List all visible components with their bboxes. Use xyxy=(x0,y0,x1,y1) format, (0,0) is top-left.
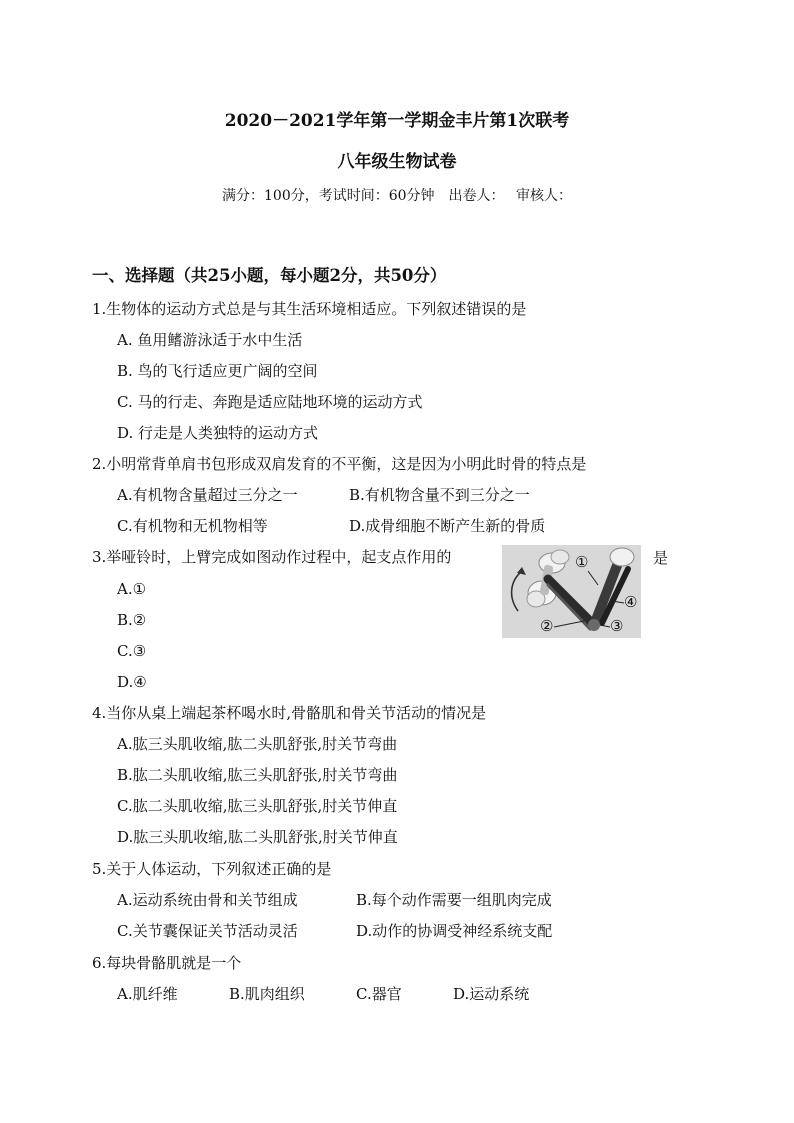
question-6-option-c: C.器官 xyxy=(356,985,402,1003)
question-6-option-a: A.肌纤维 xyxy=(117,985,178,1003)
question-6-stem: 6.每块骨骼肌就是一个 xyxy=(92,954,242,972)
question-4-option-d: D.肱三头肌收缩,肱二头肌舒张,肘关节伸直 xyxy=(117,828,398,846)
question-2-option-c: C.有机物和无机物相等 xyxy=(117,517,268,535)
question-1-option-a: A. 鱼用鳍游泳适于水中生活 xyxy=(117,331,303,349)
question-1-option-d: D. 行走是人类独特的运动方式 xyxy=(117,424,319,442)
question-3-stem: 3.举哑铃时，上臂完成如图动作过程中，起支点作用的 xyxy=(92,548,452,566)
arm-muscle-figure xyxy=(502,545,641,638)
question-5-option-d: D.动作的协调受神经系统支配 xyxy=(356,922,553,940)
question-2-option-a: A.有机物含量超过三分之一 xyxy=(117,486,298,504)
question-1-stem: 1.生物体的运动方式总是与其生活环境相适应。下列叙述错误的是 xyxy=(92,300,527,318)
question-1-option-b: B. 鸟的飞行适应更广阔的空间 xyxy=(117,362,318,380)
question-2-option-b: B.有机物含量不到三分之一 xyxy=(349,486,530,504)
figure-label-1: ① xyxy=(575,553,589,571)
exam-subtitle: 八年级生物试卷 xyxy=(337,152,457,172)
question-3-option-a: A.① xyxy=(117,580,147,598)
figure-label-2: ② xyxy=(540,617,554,635)
question-5-option-a: A.运动系统由骨和关节组成 xyxy=(117,891,298,909)
question-5-option-b: B.每个动作需要一组肌肉完成 xyxy=(356,891,552,909)
exam-meta: 满分：100分，考试时间：60分钟 出卷人： 审核人： xyxy=(222,188,572,204)
question-6-option-d: D.运动系统 xyxy=(453,985,530,1003)
question-4-stem: 4.当你从桌上端起茶杯喝水时,骨骼肌和骨关节活动的情况是 xyxy=(92,704,487,722)
exam-title: 2020－2021学年第一学期金丰片第1次联考 xyxy=(224,111,570,131)
question-2-option-d: D.成骨细胞不断产生新的骨质 xyxy=(349,517,546,535)
question-3-option-b: B.② xyxy=(117,611,147,629)
question-4-option-a: A.肱三头肌收缩,肱二头肌舒张,肘关节弯曲 xyxy=(117,735,398,753)
figure-label-4: ④ xyxy=(624,593,638,611)
question-5-option-c: C.关节囊保证关节活动灵活 xyxy=(117,922,298,940)
question-4-option-c: C.肱二头肌收缩,肱三头肌舒张,肘关节伸直 xyxy=(117,797,398,815)
question-1-option-c: C. 马的行走、奔跑是适应陆地环境的运动方式 xyxy=(117,393,423,411)
section-heading: 一、选择题（共25小题，每小题2分，共50分） xyxy=(92,266,447,285)
question-4-option-b: B.肱二头肌收缩,肱三头肌舒张,肘关节弯曲 xyxy=(117,766,398,784)
figure-label-3: ③ xyxy=(610,617,624,635)
question-3-option-d: D.④ xyxy=(117,673,147,691)
question-6-option-b: B.肌肉组织 xyxy=(229,985,305,1003)
question-3-stem-suffix: 是 xyxy=(653,549,669,567)
question-2-stem: 2.小明常背单肩书包形成双肩发育的不平衡，这是因为小明此时骨的特点是 xyxy=(92,455,587,473)
question-3-option-c: C.③ xyxy=(117,642,147,660)
question-5-stem: 5.关于人体运动，下列叙述正确的是 xyxy=(92,860,332,878)
